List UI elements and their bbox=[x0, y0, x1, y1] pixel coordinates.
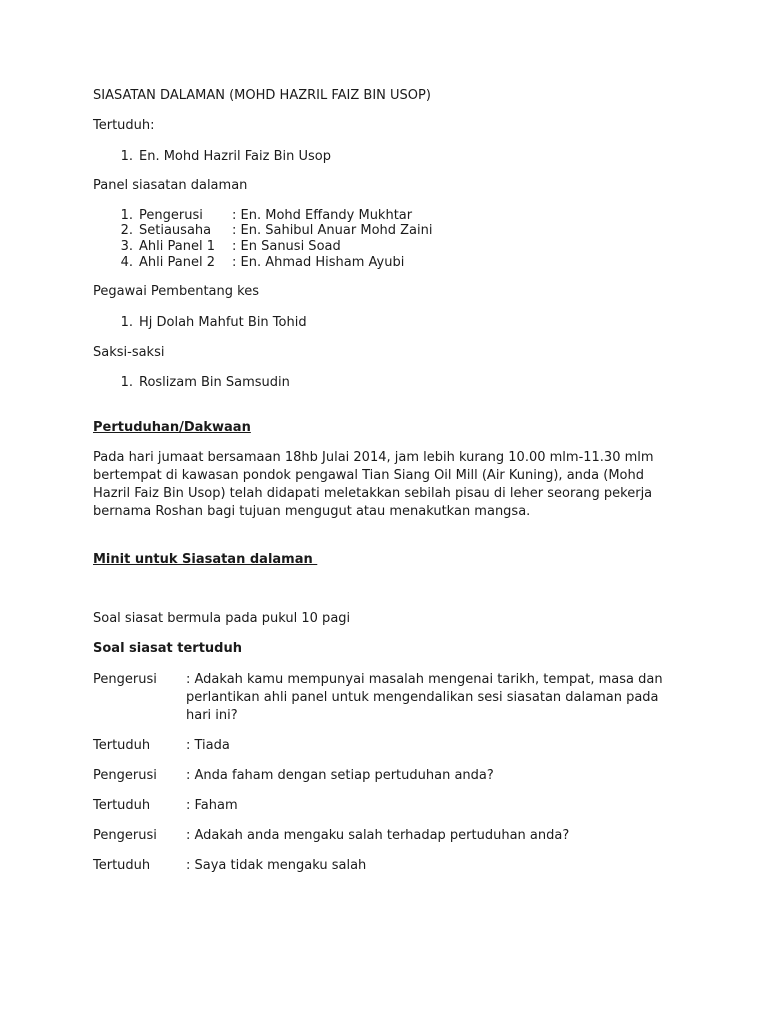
panel-name: : En. Mohd Effandy Mukhtar bbox=[232, 208, 413, 223]
interrogation-heading: Soal siasat tertuduh bbox=[93, 641, 242, 656]
officer-heading: Pegawai Pembentang kes bbox=[93, 284, 259, 299]
witness-item-number: 1. bbox=[120, 375, 133, 390]
panel-item-number: 2. bbox=[120, 223, 133, 238]
officer-item-number: 1. bbox=[120, 315, 133, 330]
panel-role: Setiausaha bbox=[139, 223, 212, 238]
speaker-label: Pengerusi bbox=[93, 768, 157, 783]
charge-paragraph: Pada hari jumaat bersamaan 18hb Julai 2014, jam lebih kurang 10.00 mlm-11.30 mlm bertempat di kawasan pondok pengawal Tian Siang Oil Mill (Air Kuning), anda (Mohd Hazril Faiz Bin Usop) telah didapati meletakkan sebilah pisau di leher seorang pekerja bernama Roshan bagi tujuan mengugut atau menakutkan mangsa. bbox=[93, 450, 654, 519]
charge-heading: Pertuduhan/Dakwaan bbox=[93, 420, 251, 435]
document-title: SIASATAN DALAMAN (MOHD HAZRIL FAIZ BIN USOP) bbox=[93, 88, 431, 103]
speaker-utterance: : Tiada bbox=[186, 738, 230, 753]
panel-heading: Panel siasatan dalaman bbox=[93, 178, 248, 193]
panel-item-number: 3. bbox=[120, 239, 133, 254]
speaker-label: Pengerusi bbox=[93, 828, 157, 843]
speaker-utterance: : Adakah kamu mempunyai masalah mengenai tarikh, tempat, masa dan perlantikan ahli panel untuk mengendalikan sesi siasatan dalaman pada hari ini? bbox=[186, 672, 663, 723]
start-time-text: Soal siasat bermula pada pukul 10 pagi bbox=[93, 611, 351, 626]
panel-name: : En. Ahmad Hisham Ayubi bbox=[232, 255, 405, 270]
accused-item: En. Mohd Hazril Faiz Bin Usop bbox=[139, 149, 331, 164]
panel-role: Ahli Panel 2 bbox=[139, 255, 215, 270]
accused-heading: Tertuduh: bbox=[93, 118, 155, 133]
speaker-utterance: : Faham bbox=[186, 798, 238, 813]
panel-role: Ahli Panel 1 bbox=[139, 239, 215, 254]
panel-name: : En Sanusi Soad bbox=[232, 239, 341, 254]
speaker-utterance: : Adakah anda mengaku salah terhadap pertuduhan anda? bbox=[186, 828, 570, 843]
witness-item: Roslizam Bin Samsudin bbox=[139, 375, 290, 390]
panel-name: : En. Sahibul Anuar Mohd Zaini bbox=[232, 223, 433, 238]
accused-item-number: 1. bbox=[120, 149, 133, 164]
witness-heading: Saksi-saksi bbox=[93, 345, 165, 360]
officer-item: Hj Dolah Mahfut Bin Tohid bbox=[139, 315, 307, 330]
speaker-label: Tertuduh bbox=[93, 858, 151, 873]
speaker-utterance: : Anda faham dengan setiap pertuduhan anda? bbox=[186, 768, 494, 783]
speaker-label: Tertuduh bbox=[93, 738, 151, 753]
minutes-heading: Minit untuk Siasatan dalaman bbox=[93, 552, 318, 567]
panel-item-number: 1. bbox=[120, 208, 133, 223]
speaker-utterance: : Saya tidak mengaku salah bbox=[186, 858, 367, 873]
panel-item-number: 4. bbox=[120, 255, 133, 270]
speaker-label: Pengerusi bbox=[93, 672, 157, 687]
speaker-label: Tertuduh bbox=[93, 798, 151, 813]
panel-role: Pengerusi bbox=[139, 208, 203, 223]
